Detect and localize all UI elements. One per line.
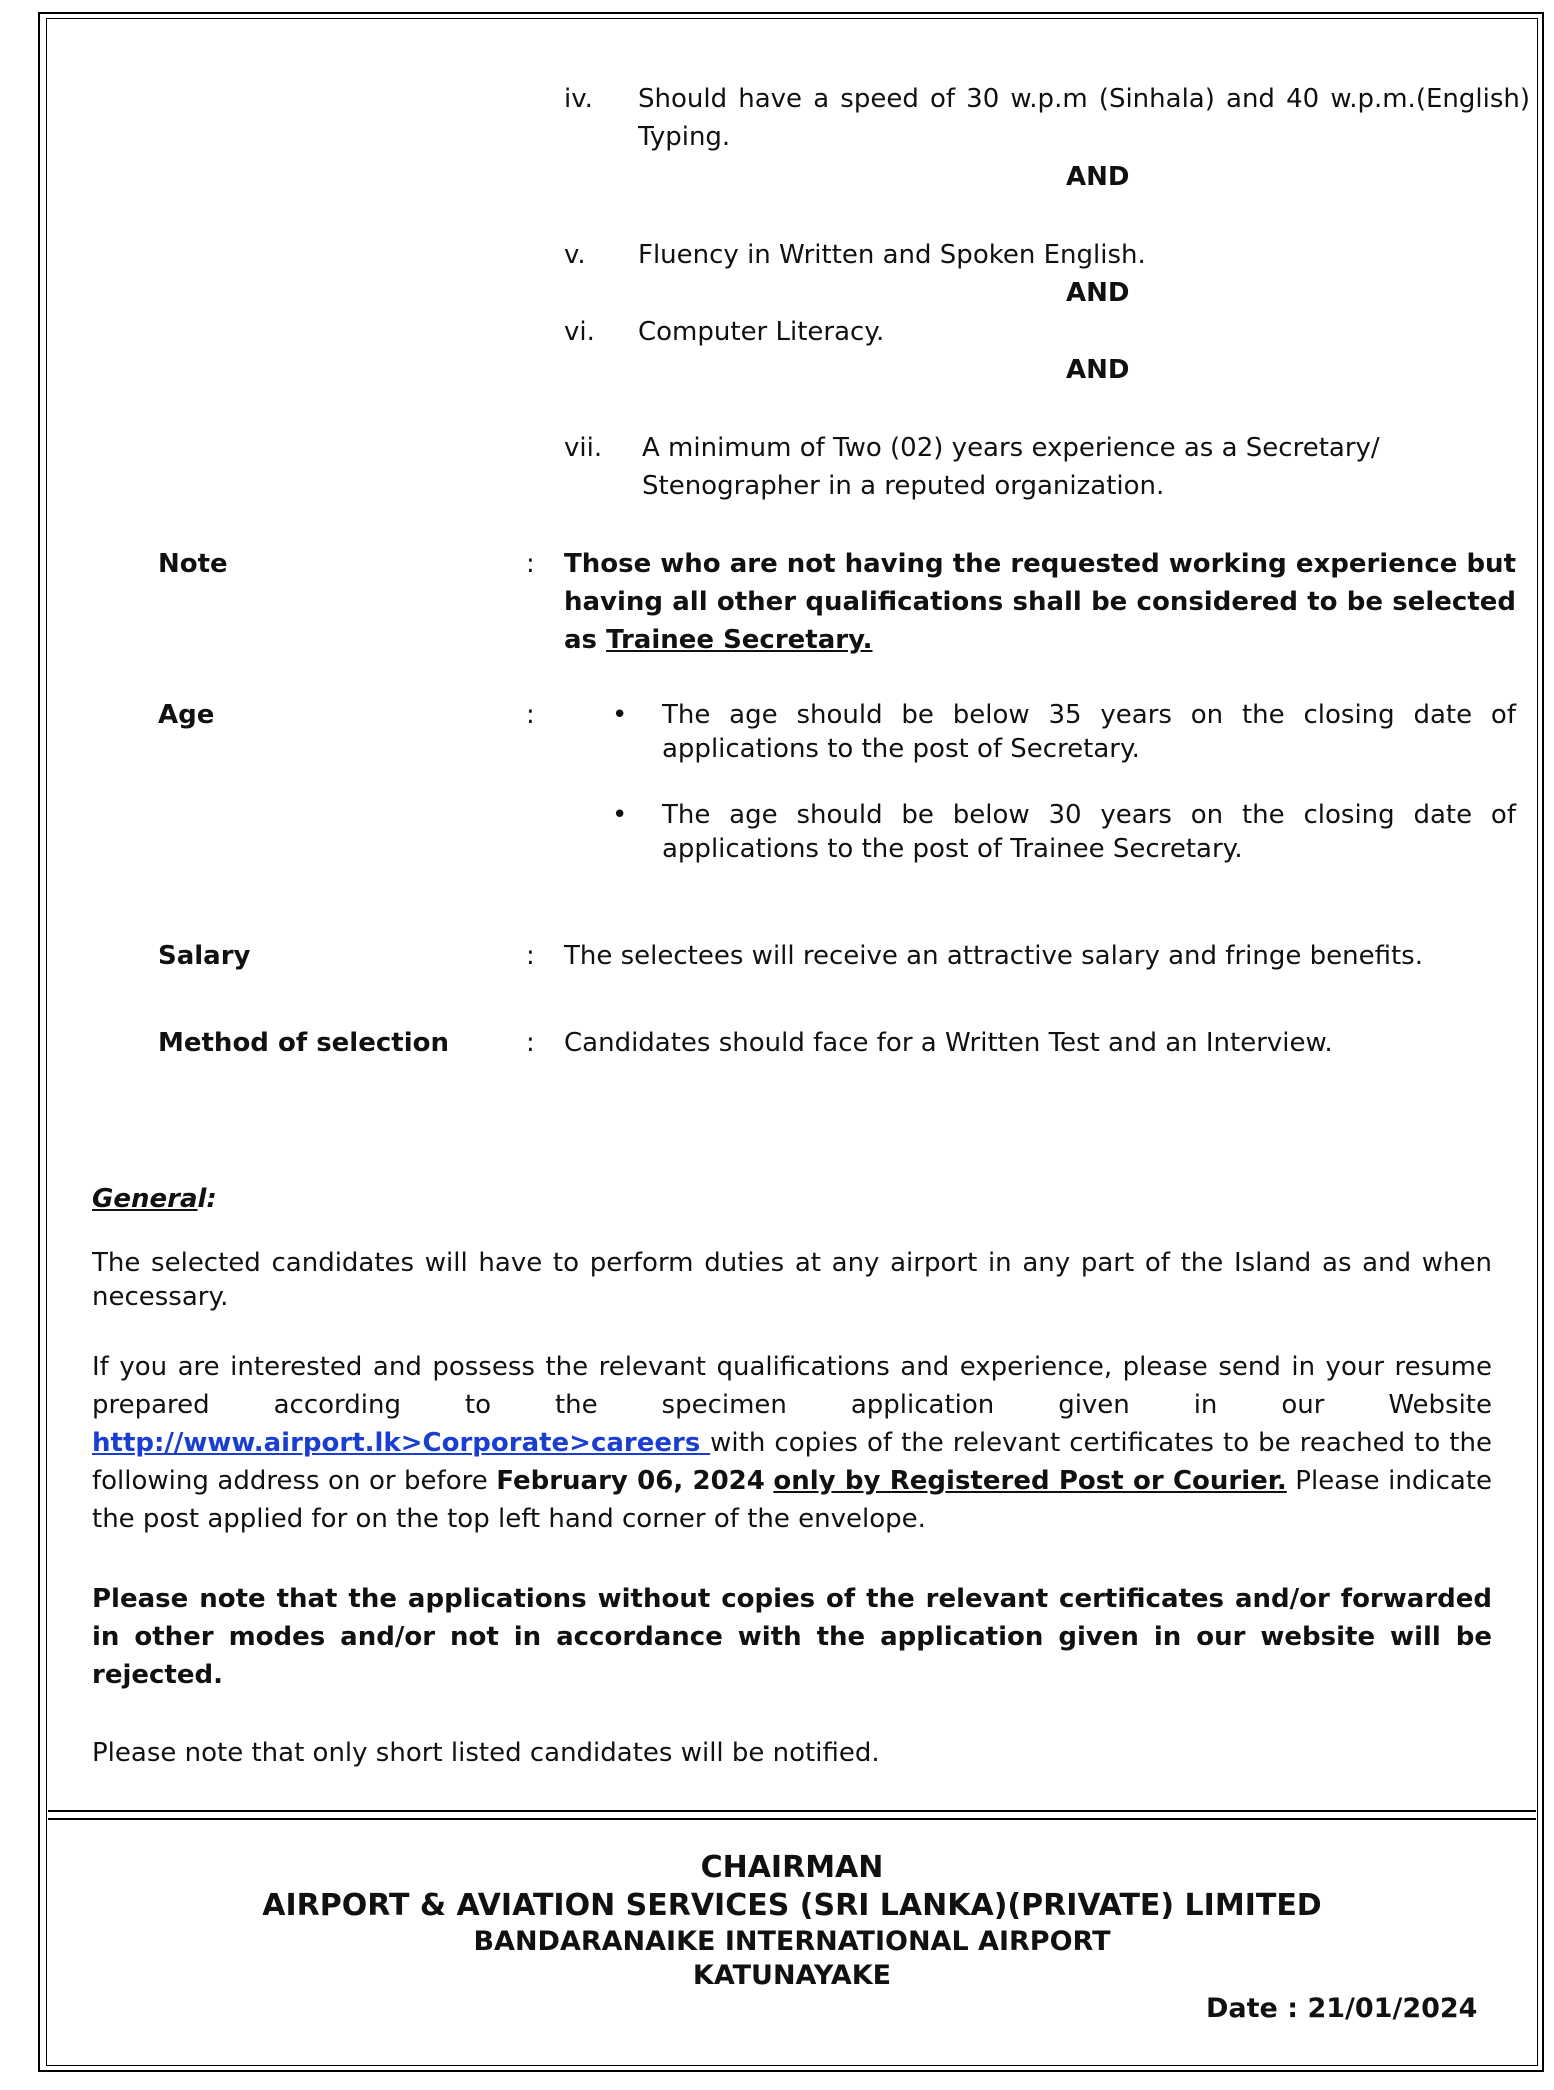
colon: : [526,1028,535,1058]
item-number: iv. [564,84,593,114]
and-connector: AND [1066,278,1130,308]
closing-date: February 06, 2024 [496,1466,765,1496]
trainee-secretary-text: Trainee Secretary. [606,625,873,655]
age-bullet: The age should be below 35 years on the closing date of applications to the post of Secretary. [662,700,1516,764]
selection-label: Method of selection [158,1028,449,1058]
general-paragraph-1: The selected candidates will have to perform duties at any airport in any part of the Island as and when necessary. [92,1248,1492,1312]
note-text [564,545,1516,659]
general-heading [92,1180,217,1218]
item-number: v. [564,240,586,270]
footer-chairman: CHAIRMAN [700,1850,884,1885]
item-number: vii. [564,433,603,463]
footer-organization: AIRPORT & AVIATION SERVICES (SRI LANKA)(PRIVATE) LIMITED [262,1888,1322,1923]
age-bullet: The age should be below 30 years on the closing date of applications to the post of Trainee Secretary. [662,800,1516,864]
salary-text: The selectees will receive an attractive salary and fringe benefits. [564,941,1423,971]
colon: : [526,700,535,730]
bullet-icon: • [612,700,628,730]
qualification-item: Should have a speed of 30 w.p.m (Sinhala) and 40 w.p.m.(English) Typing. [638,84,1530,152]
note-label: Note [158,549,228,579]
footer-divider [48,1810,1536,1812]
general-paragraph-2 [92,1348,1492,1538]
and-connector: AND [1066,162,1130,192]
qualification-item: Fluency in Written and Spoken English. [638,240,1146,270]
careers-link[interactable]: http://www.airport.lk>Corporate>careers [92,1428,711,1458]
general-paragraph-4: Please note that only short listed candidates will be notified. [92,1738,880,1768]
general-heading-rest: l: [197,1184,217,1214]
qualification-item: Computer Literacy. [638,317,885,347]
p2-text: with copies of the relevant certificates to be reached to the following address on or before [92,1428,1492,1496]
footer-city: KATUNAYAKE [692,1960,892,1991]
and-connector: AND [1066,355,1130,385]
note-text-main: Those who are not having the requested working experience but having all other qualifications shall be considered to be selected as [564,549,1516,655]
general-heading-underlined: Genera [92,1184,198,1214]
delivery-mode: only by Registered Post or Courier. [773,1466,1287,1496]
footer-airport: BANDARANAIKE INTERNATIONAL AIRPORT [473,1926,1111,1957]
bullet-icon: • [612,800,628,830]
colon: : [526,941,535,971]
footer-date: Date : 21/01/2024 [1206,1993,1478,2024]
colon: : [526,549,535,579]
general-paragraph-3: Please note that the applications without copies of the relevant certificates and/or forwarded in other modes and/or not in accordance with the application given in our website will be rejected. [92,1584,1492,1690]
selection-text: Candidates should face for a Written Test and an Interview. [564,1028,1333,1058]
salary-label: Salary [158,941,251,971]
p2-text: If you are interested and possess the relevant qualifications and experience, please send in your resume prepared according to the specimen application given in our Website [92,1352,1492,1420]
age-label: Age [158,700,215,730]
item-number: vi. [564,317,595,347]
p2-text: Please indicate the post applied for on the top left hand corner of the envelope. [92,1466,1493,1534]
footer-divider [48,1818,1536,1820]
qualification-item: A minimum of Two (02) years experience as a Secretary/ Stenographer in a reputed organization. [642,433,1380,501]
